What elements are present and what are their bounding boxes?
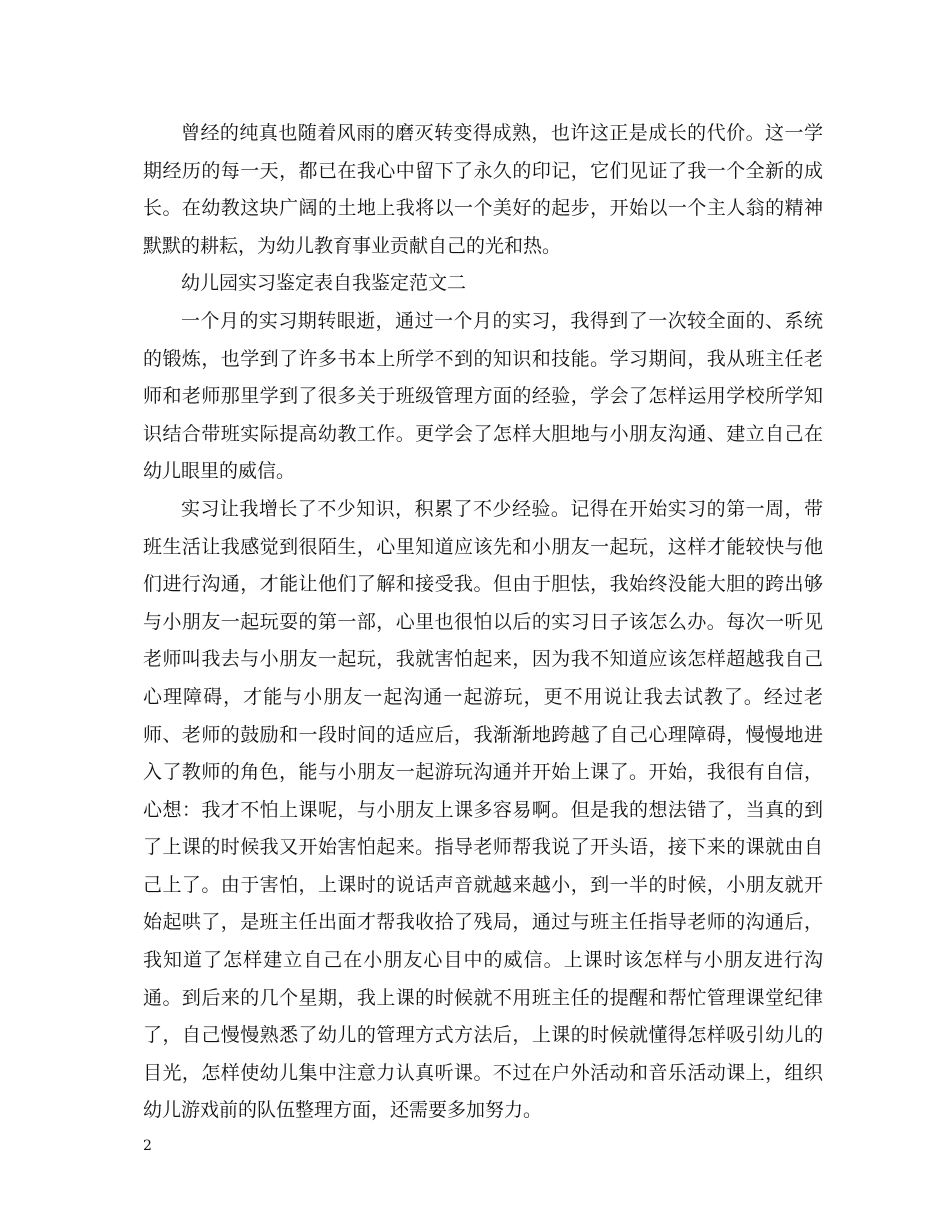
document-body	[143, 115, 823, 1130]
section-heading: 幼儿园实习鉴定表自我鉴定范文二	[181, 272, 467, 295]
paragraph-internship-summary: 一个月的实习期转眼逝，通过一个月的实习，我得到了一次较全面的、系统的锻炼，也学到了许多书本上所学不到的知识和技能。学习期间，我从班主任老师和老师那里学到了很多关于班级管理方面的经验，学会了怎样运用学校所学知识结合带班实际提高幼教工作。更学会了怎样大胆地与小朋友沟通、建立自己在幼儿眼里的威信。	[143, 309, 823, 483]
paragraph-internship-experience: 实习让我增长了不少知识，积累了不少经验。记得在开始实习的第一周，带班生活让我感觉到很陌生，心里知道应该先和小朋友一起玩，这样才能较快与他们进行沟通，才能让他们了解和接受我。但由于胆怯，我始终没能大胆的跨出够与小朋友一起玩耍的第一部，心里也很怕以后的实习日子该怎么办。每次一听见老师叫我去与小朋友一起玩，我就害怕起来，因为我不知道应该怎样超越我自己心理障碍，才能与小朋友一起沟通一起游玩，更不用说让我去试教了。经过老师、老师的鼓励和一段时间的适应后，我渐渐地跨越了自己心理障碍，慢慢地进入了教师的角色，能与小朋友一起游玩沟通并开始上课了。开始，我很有自信，心想：我才不怕上课呢，与小朋友上课多容易啊。但是我的想法错了，当真的到了上课的时候我又开始害怕起来。指导老师帮我说了开头语，接下来的课就由自己上了。由于害怕，上课时的说话声音就越来越小，到一半的时候，小朋友就开始起哄了，是班主任出面才帮我收拾了残局，通过与班主任指导老师的沟通后，我知道了怎样建立自己在小朋友心目中的威信。上课时该怎样与小朋友进行沟通。到后来的几个星期，我上课的时候就不用班主任的提醒和帮忙管理课堂纪律了，自己慢慢熟悉了幼儿的管理方式方法后，上课的时候就懂得怎样吸引幼儿的目光，怎样使幼儿集中注意力认真听课。不过在户外活动和音乐活动课上，组织幼儿游戏前的队伍整理方面，还需要多加努力。	[143, 497, 823, 1122]
page-number: 2	[143, 1138, 152, 1154]
paragraph-growth-reflection: 曾经的纯真也随着风雨的磨灭转变得成熟，也许这正是成长的代价。这一学期经历的每一天，都已在我心中留下了永久的印记，它们见证了我一个全新的成长。在幼教这块广阔的土地上我将以一个美好的起步，开始以一个主人翁的精神默默的耕耘，为幼儿教育事业贡献自己的光和热。	[143, 122, 823, 257]
